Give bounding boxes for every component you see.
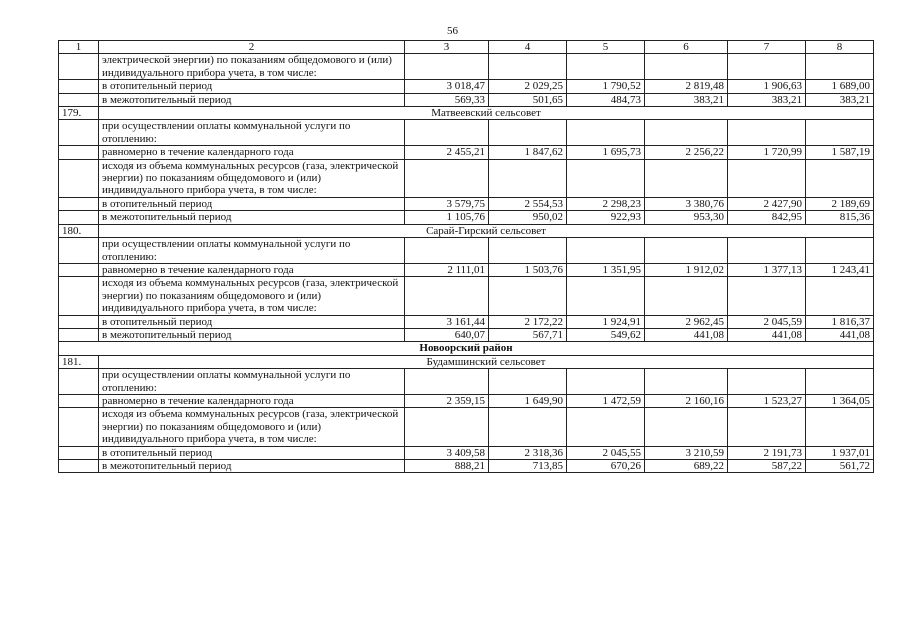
empty-cell	[405, 408, 489, 446]
empty-cell	[59, 263, 99, 276]
section-row	[59, 355, 874, 368]
value-cell: 922,93	[567, 211, 645, 224]
tariff-table	[58, 40, 874, 473]
empty-cell	[59, 446, 99, 459]
empty-cell	[59, 408, 99, 446]
empty-cell	[59, 328, 99, 341]
column-number: 7	[728, 41, 806, 54]
empty-cell	[489, 238, 567, 264]
value-cell: 689,22	[645, 460, 728, 473]
value-cell: 549,62	[567, 328, 645, 341]
value-cell: 1 364,05	[806, 394, 874, 407]
section-row	[59, 107, 874, 120]
value-cell: 2 189,69	[806, 197, 874, 210]
row-label: в отопительный период	[99, 80, 405, 93]
row-label: в отопительный период	[99, 197, 405, 210]
empty-cell	[567, 120, 645, 146]
value-row	[59, 211, 874, 224]
empty-cell	[59, 394, 99, 407]
row-description: при осуществлении оплаты коммунальной услуги по отоплению:	[99, 238, 405, 264]
value-cell: 1 351,95	[567, 263, 645, 276]
value-cell: 1 695,73	[567, 146, 645, 159]
empty-cell	[489, 159, 567, 197]
empty-cell	[59, 315, 99, 328]
column-number: 1	[59, 41, 99, 54]
value-cell: 383,21	[645, 93, 728, 106]
value-cell: 1 472,59	[567, 394, 645, 407]
description-row	[59, 408, 874, 446]
row-label: равномерно в течение календарного года	[99, 263, 405, 276]
column-number: 5	[567, 41, 645, 54]
value-cell: 383,21	[728, 93, 806, 106]
empty-cell	[59, 197, 99, 210]
empty-cell	[806, 159, 874, 197]
empty-cell	[567, 369, 645, 395]
empty-cell	[645, 120, 728, 146]
empty-cell	[59, 369, 99, 395]
value-cell: 3 161,44	[405, 315, 489, 328]
empty-cell	[806, 369, 874, 395]
description-row	[59, 369, 874, 395]
value-cell: 670,26	[567, 460, 645, 473]
empty-cell	[728, 159, 806, 197]
value-cell: 2 455,21	[405, 146, 489, 159]
empty-cell	[645, 277, 728, 315]
row-label: в отопительный период	[99, 446, 405, 459]
page-number: 56	[447, 25, 458, 37]
row-label: в межотопительный период	[99, 211, 405, 224]
empty-cell	[59, 238, 99, 264]
empty-cell	[806, 54, 874, 80]
value-cell: 1 587,19	[806, 146, 874, 159]
row-description: при осуществлении оплаты коммунальной услуги по отоплению:	[99, 369, 405, 395]
empty-cell	[806, 408, 874, 446]
district-row	[59, 342, 874, 355]
value-cell: 1 523,27	[728, 394, 806, 407]
value-row	[59, 315, 874, 328]
empty-cell	[59, 93, 99, 106]
value-cell: 2 029,25	[489, 80, 567, 93]
value-row	[59, 460, 874, 473]
value-cell: 2 191,73	[728, 446, 806, 459]
empty-cell	[728, 369, 806, 395]
value-cell: 3 579,75	[405, 197, 489, 210]
value-cell: 569,33	[405, 93, 489, 106]
description-row	[59, 238, 874, 264]
value-cell: 2 172,22	[489, 315, 567, 328]
value-cell: 1 105,76	[405, 211, 489, 224]
row-description: исходя из объема коммунальных ресурсов (газа, электрической энергии) по показаниям общедомового и (или) индивидуального прибора учета, в том числе:	[99, 408, 405, 446]
value-row	[59, 80, 874, 93]
value-cell: 2 160,16	[645, 394, 728, 407]
value-cell: 484,73	[567, 93, 645, 106]
value-cell: 1 924,91	[567, 315, 645, 328]
value-cell: 1 720,99	[728, 146, 806, 159]
column-number: 6	[645, 41, 728, 54]
empty-cell	[489, 408, 567, 446]
description-row	[59, 120, 874, 146]
value-cell: 2 819,48	[645, 80, 728, 93]
column-number: 8	[806, 41, 874, 54]
section-row	[59, 224, 874, 237]
empty-cell	[806, 238, 874, 264]
empty-cell	[489, 120, 567, 146]
empty-cell	[405, 159, 489, 197]
column-number-row	[59, 41, 874, 54]
section-number: 181.	[59, 355, 99, 368]
empty-cell	[567, 159, 645, 197]
value-cell: 1 816,37	[806, 315, 874, 328]
empty-cell	[728, 54, 806, 80]
value-cell: 815,36	[806, 211, 874, 224]
empty-cell	[806, 120, 874, 146]
row-description: при осуществлении оплаты коммунальной услуги по отоплению:	[99, 120, 405, 146]
empty-cell	[567, 54, 645, 80]
value-row	[59, 263, 874, 276]
value-cell: 2 359,15	[405, 394, 489, 407]
empty-cell	[59, 120, 99, 146]
row-description: исходя из объема коммунальных ресурсов (газа, электрической энергии) по показаниям общедомового и (или) индивидуального прибора учета, в том числе:	[99, 159, 405, 197]
value-cell: 441,08	[806, 328, 874, 341]
value-cell: 1 790,52	[567, 80, 645, 93]
row-label: в отопительный период	[99, 315, 405, 328]
empty-cell	[567, 238, 645, 264]
value-cell: 2 298,23	[567, 197, 645, 210]
empty-cell	[728, 120, 806, 146]
row-label: равномерно в течение календарного года	[99, 394, 405, 407]
empty-cell	[405, 54, 489, 80]
value-cell: 1 906,63	[728, 80, 806, 93]
row-label: в межотопительный период	[99, 460, 405, 473]
value-cell: 567,71	[489, 328, 567, 341]
empty-cell	[567, 277, 645, 315]
empty-cell	[645, 54, 728, 80]
empty-cell	[645, 408, 728, 446]
section-title: Будамшинский сельсовет	[99, 355, 874, 368]
value-cell: 587,22	[728, 460, 806, 473]
empty-cell	[489, 369, 567, 395]
section-number: 180.	[59, 224, 99, 237]
empty-cell	[59, 146, 99, 159]
row-label: равномерно в течение календарного года	[99, 146, 405, 159]
value-cell: 2 045,55	[567, 446, 645, 459]
value-row	[59, 197, 874, 210]
value-cell: 501,65	[489, 93, 567, 106]
value-cell: 1 649,90	[489, 394, 567, 407]
section-title: Сарай-Гирский сельсовет	[99, 224, 874, 237]
empty-cell	[59, 277, 99, 315]
section-title: Матвеевский сельсовет	[99, 107, 874, 120]
value-cell: 953,30	[645, 211, 728, 224]
empty-cell	[645, 369, 728, 395]
value-cell: 3 210,59	[645, 446, 728, 459]
empty-cell	[645, 159, 728, 197]
value-cell: 2 111,01	[405, 263, 489, 276]
empty-cell	[59, 159, 99, 197]
value-cell: 441,08	[645, 328, 728, 341]
column-number: 2	[99, 41, 405, 54]
empty-cell	[645, 238, 728, 264]
value-row	[59, 394, 874, 407]
value-cell: 383,21	[806, 93, 874, 106]
value-cell: 1 377,13	[728, 263, 806, 276]
value-cell: 713,85	[489, 460, 567, 473]
value-cell: 1 689,00	[806, 80, 874, 93]
value-cell: 1 912,02	[645, 263, 728, 276]
description-row	[59, 277, 874, 315]
value-row	[59, 446, 874, 459]
value-cell: 888,21	[405, 460, 489, 473]
value-cell: 950,02	[489, 211, 567, 224]
value-cell: 2 427,90	[728, 197, 806, 210]
empty-cell	[567, 408, 645, 446]
value-row	[59, 146, 874, 159]
empty-cell	[59, 211, 99, 224]
value-cell: 561,72	[806, 460, 874, 473]
column-number: 4	[489, 41, 567, 54]
empty-cell	[405, 277, 489, 315]
value-cell: 2 554,53	[489, 197, 567, 210]
district-title: Новоорский район	[59, 342, 874, 355]
value-cell: 640,07	[405, 328, 489, 341]
value-cell: 2 045,59	[728, 315, 806, 328]
empty-cell	[728, 408, 806, 446]
value-cell: 2 962,45	[645, 315, 728, 328]
empty-cell	[59, 80, 99, 93]
empty-cell	[59, 460, 99, 473]
value-cell: 3 409,58	[405, 446, 489, 459]
value-cell: 1 847,62	[489, 146, 567, 159]
empty-cell	[405, 238, 489, 264]
empty-cell	[405, 120, 489, 146]
section-number: 179.	[59, 107, 99, 120]
value-cell: 441,08	[728, 328, 806, 341]
row-label: в межотопительный период	[99, 93, 405, 106]
row-description: исходя из объема коммунальных ресурсов (газа, электрической энергии) по показаниям общедомового и (или) индивидуального прибора учета, в том числе:	[99, 277, 405, 315]
empty-cell	[489, 54, 567, 80]
value-cell: 1 937,01	[806, 446, 874, 459]
empty-cell	[728, 277, 806, 315]
value-cell: 1 503,76	[489, 263, 567, 276]
value-cell: 1 243,41	[806, 263, 874, 276]
empty-cell	[405, 369, 489, 395]
row-label: в межотопительный период	[99, 328, 405, 341]
value-row	[59, 328, 874, 341]
row-description: электрической энергии) по показаниям общедомового и (или) индивидуального прибора учета, в том числе:	[99, 54, 405, 80]
empty-cell	[728, 238, 806, 264]
column-number: 3	[405, 41, 489, 54]
value-cell: 2 318,36	[489, 446, 567, 459]
value-row	[59, 93, 874, 106]
value-cell: 3 380,76	[645, 197, 728, 210]
value-cell: 842,95	[728, 211, 806, 224]
empty-cell	[489, 277, 567, 315]
value-cell: 3 018,47	[405, 80, 489, 93]
empty-cell	[806, 277, 874, 315]
description-row	[59, 159, 874, 197]
value-cell: 2 256,22	[645, 146, 728, 159]
empty-cell	[59, 54, 99, 80]
description-row	[59, 54, 874, 80]
